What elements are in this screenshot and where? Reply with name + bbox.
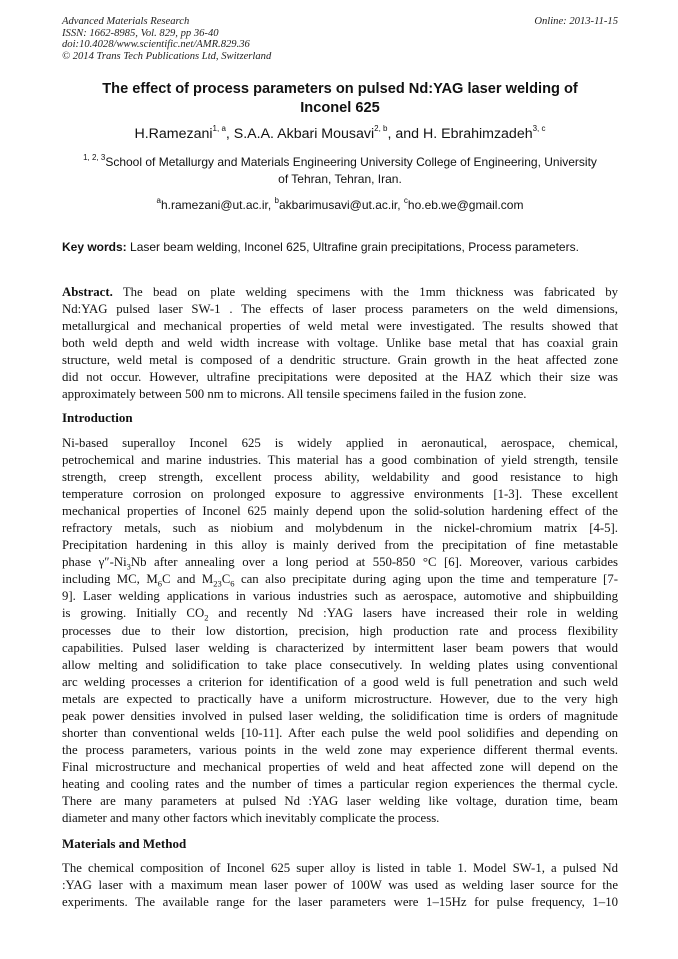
body-text: phase γ″-Ni — [62, 555, 127, 570]
subscript: 23 — [213, 578, 222, 589]
body-line — [62, 554, 618, 571]
body-line: Final microstructure and mechanical properties of weld and heat affected zone will depend on the — [62, 759, 618, 774]
journal-header — [62, 16, 618, 62]
body-line: experiments. The available range for the laser parameters were 1–15Hz for pulse frequency, 1–10 — [62, 895, 618, 910]
author-2-affil: 2, b — [374, 124, 388, 134]
affiliation-marker: 1, 2, 3 — [83, 153, 106, 162]
email-marker-b: b — [274, 196, 279, 205]
body-text: can also precipitate during aging upon the time and temperature [7- — [234, 572, 618, 587]
affiliation-text: School of Metallurgy and Materials Engineering University College of Engineering, University — [105, 155, 597, 169]
abstract-line: metallurgical and mechanical properties of weld metal were investigated. The results showed that — [62, 319, 618, 334]
doi-line[interactable]: doi:10.4028/www.scientific.net/AMR.829.36 — [62, 39, 250, 51]
subscript: 6 — [157, 578, 162, 589]
body-line: shorter than conventional welds [10-11]. After each pulse the weld pool solidifies and depending on — [62, 725, 618, 740]
subscript: 6 — [230, 578, 235, 589]
author-separator: , — [225, 126, 234, 142]
keywords — [62, 239, 618, 255]
title-line-2: Inconel 625 — [300, 100, 380, 116]
body-line: diameter and many other factors which inevitably complicate the process. — [62, 811, 440, 826]
subscript: 3 — [126, 561, 131, 572]
author-3-affil: 3, c — [532, 124, 546, 134]
copyright-line: © 2014 Trans Tech Publications Ltd, Switzerland — [62, 50, 272, 62]
body-line: peak power densities involved in pulsed laser welding, the solidification time is orders of magnitude — [62, 708, 618, 723]
keywords-text: Laser beam welding, Inconel 625, Ultrafine grain precipitations, Process parameters. — [126, 240, 579, 254]
body-line: Ni-based superalloy Inconel 625 is widely applied in aeronautical, aerospace, chemical, — [62, 436, 618, 450]
abstract-line: approximately between 500 nm to microns. All tensile specimens failed in the fusion zone. — [62, 387, 527, 402]
body-line: 9]. Laser welding applications in various industries such as aerospace, automotive and shipbuilding — [62, 589, 618, 604]
email-marker-a: a — [156, 196, 161, 205]
body-line: allow melting and solidification to take place consecutively. In welding plates using conventional — [62, 657, 618, 672]
issn-line: ISSN: 1662-8985, Vol. 829, pp 36-40 — [62, 27, 219, 39]
affiliation — [62, 154, 618, 188]
body-line: petrochemical and marine industries. This material has a good combination of yield strength, tensile — [62, 453, 618, 468]
email-c[interactable]: ho.eb.we@gmail.com — [407, 198, 524, 212]
body-line: :YAG laser with a maximum mean laser power of 100W was used as welding laser source for the — [62, 878, 618, 893]
journal-name: Advanced Materials Research — [62, 16, 190, 27]
body-text: and recently Nd :YAG lasers have increased their role in welding — [208, 606, 618, 621]
section-heading-materials-and-method: Materials and Method — [62, 836, 187, 851]
subscript: 2 — [204, 613, 209, 624]
abstract-text: The bead on plate welding specimens with the 1mm thickness was fabricated by — [112, 285, 618, 299]
email-a[interactable]: h.ramezani@ut.ac.ir, — [160, 198, 275, 212]
body-line: heating and cooling rates and the number of times a particular region experiences the thermal cycle. — [62, 776, 618, 791]
paper-title — [62, 80, 618, 118]
author-3: H. Ebrahimzadeh — [422, 126, 533, 142]
author-emails — [62, 197, 618, 213]
body-line: arc welding processes a criterion for identification of a good weld is full penetration and such weld — [62, 674, 618, 689]
body-line: strength, creep strength, excellent process ability, weldability and good resistance to high — [62, 470, 618, 485]
title-line-1: The effect of process parameters on pulsed Nd:YAG laser welding of — [102, 81, 578, 97]
body-line — [62, 605, 618, 622]
body-text: C — [221, 572, 231, 587]
author-1: H.Ramezani — [134, 126, 213, 142]
abstract — [62, 284, 618, 403]
abstract-line: structure, weld metal is composed of a dendritic structure. Grain growth in the heat affected zone — [62, 353, 618, 368]
keywords-label: Key words: — [62, 240, 127, 254]
body-line: Precipitation hardening in this alloy is mainly derived from the precipitation of fine metastable — [62, 538, 618, 553]
body-line — [62, 571, 618, 588]
section-heading-introduction: Introduction — [62, 410, 133, 425]
body-line: temperature corrosion on prolonged exposure to aggressive environments [1-3]. These excellent — [62, 487, 618, 502]
author-separator: , and — [387, 126, 423, 142]
body-line: The chemical composition of Inconel 625 super alloy is listed in table 1. Model SW-1, a pulsed Nd — [62, 861, 618, 875]
body-line: refractory metals, such as niobium and molybdenum in the nickel-chromium matrix [4-5]. — [62, 521, 618, 536]
body-line: the process parameters, various points in the weld zone may experience different thermal events. — [62, 742, 618, 757]
body-line: metals are expected to practically have a uniform microstructure. However, due to the very high — [62, 691, 618, 706]
body-text: C and M — [161, 572, 214, 587]
body-text: Nb after annealing over a long period at 550-850 °C [6]. Moreover, various carbides — [130, 555, 618, 570]
email-b[interactable]: akbarimusavi@ut.ac.ir, — [278, 198, 404, 212]
body-line: There are many parameters at pulsed Nd :YAG laser welding like voltage, duration time, beam — [62, 793, 618, 808]
abstract-line: did not occur. However, ultrafine precipitations were deposited at the HAZ which their size was — [62, 370, 618, 385]
author-1-affil: 1, a — [212, 124, 226, 134]
body-line: processes due to their low distortion, precision, high production rate and process flexibility — [62, 623, 618, 638]
abstract-line: Nd:YAG pulsed laser SW-1 . The effects of laser process parameters on the weld dimensions, — [62, 302, 618, 317]
body-line: mechanical properties of Inconel 625 mainly depend upon the solid-solution hardening effect of the — [62, 504, 618, 519]
introduction-body — [62, 435, 618, 827]
affiliation-line-2: of Tehran, Tehran, Iran. — [278, 172, 402, 186]
body-text: is growing. Initially CO — [62, 606, 205, 621]
online-date: Online: 2013-11-15 — [534, 16, 618, 27]
abstract-line — [62, 284, 618, 301]
methods-body — [62, 860, 618, 911]
author-2: S.A.A. Akbari Mousavi — [233, 126, 375, 142]
affiliation-line-1 — [62, 154, 618, 171]
abstract-line: both weld depth and weld width increase with voltage. Unlike base metal that has coaxial grain — [62, 336, 618, 351]
author-list — [62, 125, 618, 143]
email-marker-c: c — [403, 196, 408, 205]
abstract-label: Abstract. — [62, 285, 113, 299]
body-text: including MC, M — [62, 572, 158, 587]
body-line: capabilities. Pulsed laser welding is characterized by intermittent laser beam powers that would — [62, 640, 618, 655]
